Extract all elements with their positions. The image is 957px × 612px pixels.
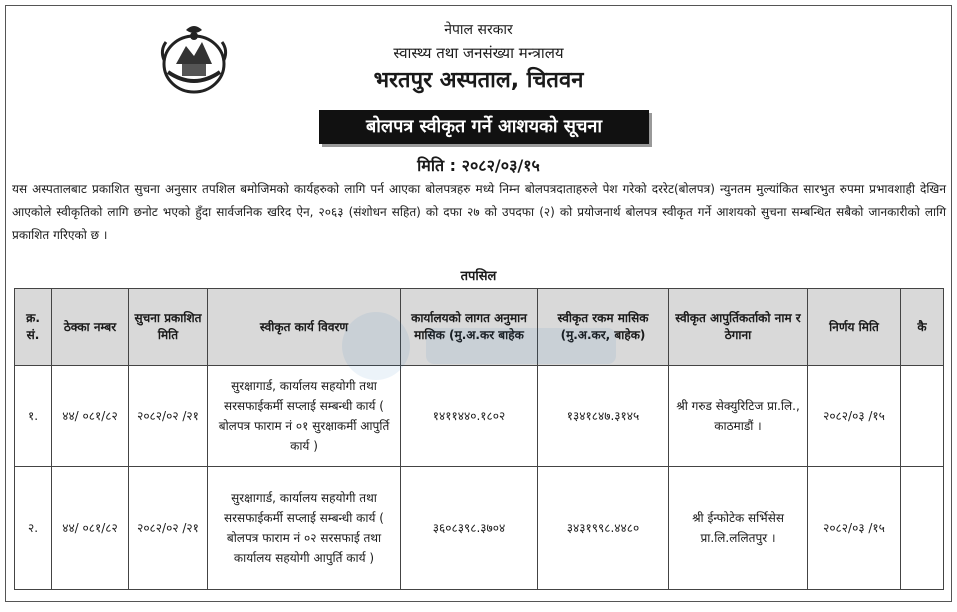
- cell-decision-date: २०८२/०३ /१५: [808, 366, 901, 467]
- cell-sn: २.: [15, 467, 52, 590]
- col-header-sn: क्र. सं.: [15, 289, 52, 366]
- cell-approved-amount: १३४१८४७.३१४५: [538, 366, 669, 467]
- cell-notice-date: २०८२/०२ /२१: [129, 366, 208, 467]
- col-header-description: स्वीकृत कार्य विवरण: [208, 289, 401, 366]
- cell-contract-no: ४४/ ०८१/८२: [52, 366, 129, 467]
- table-heading: तपसिल: [460, 269, 497, 284]
- notice-page: [5, 5, 952, 602]
- cell-description: सुरक्षागार्ड, कार्यालय सहयोगी तथा सरसफाईकर्मी सप्लाई सम्बन्धी कार्य ( बोलपत्र फाराम नं ०१ सुरक्षाकर्मी आपुर्ति कार्य ): [208, 366, 401, 467]
- cell-contract-no: ४४/ ०८१/८२: [52, 467, 129, 590]
- table-row: [15, 467, 944, 590]
- col-header-approved-amount: स्वीकृत रकम मासिक (मु.अ.कर, बाहेक): [538, 289, 669, 366]
- award-table: [14, 288, 944, 590]
- notice-body: यस अस्पतालबाट प्रकाशित सुचना अनुसार तपशिल बमोजिमको कार्यहरुको लागि पर्न आएका बोलपत्रहरु मध्ये निम्न बोलपत्रदाताहरुले पेश गरेको दररेट(बोलपत्र) न्युनतम मुल्यांकित सारभुत रुपमा प्रभावशाही देखिन आएकोले स्वीकृतिको लागि छनोट भएको हुँदा सार्वजनिक खरिद ऐन, २०६३ (संशोधन सहित) को दफा २७ को उपदफा (२) को प्रयोजनार्थ बोलपत्र स्वीकृत गर्ने आशयको सुचना सम्बन्धित सबैको जानकारीको लागि प्रकाशित गरिएको छ ।: [12, 182, 946, 242]
- cell-sn: १.: [15, 366, 52, 467]
- cell-remarks: [901, 467, 944, 590]
- hospital-name: भरतपुर अस्पताल, चितवन: [373, 68, 584, 93]
- col-header-decision-date: निर्णय मिति: [808, 289, 901, 366]
- cell-remarks: [901, 366, 944, 467]
- notice-title: बोलपत्र स्वीकृत गर्ने आशयको सूचना: [319, 110, 649, 144]
- cell-supplier: श्री ईन्फोटेक सर्भिसेस प्रा.लि.ललितपुर ।: [669, 467, 808, 590]
- table-row: [15, 366, 944, 467]
- col-header-remarks: कै: [901, 289, 944, 366]
- notice-date: मिति : २०८२/०३/१५: [417, 156, 540, 175]
- col-header-estimate: कार्यालयको लागत अनुमान मासिक (मु.अ.कर बाहेक: [401, 289, 538, 366]
- cell-approved-amount: ३४३१९९८.४४८०: [538, 467, 669, 590]
- ministry-name: स्वास्थ्य तथा जनसंख्या मन्त्रालय: [393, 44, 564, 62]
- cell-description: सुरक्षागार्ड, कार्यालय सहयोगी तथा सरसफाईकर्मी सप्लाई सम्बन्धी कार्य ( बोलपत्र फाराम नं ०२ सरसफाई तथा कार्यालय सहयोगी आपुर्ति कार्य ): [208, 467, 401, 590]
- col-header-supplier: स्वीकृत आपुर्तिकर्ताको नाम र ठेगाना: [669, 289, 808, 366]
- cell-supplier: श्री गरुड सेक्युरिटिज प्रा.लि., काठमाडौं ।: [669, 366, 808, 467]
- col-header-notice-date: सुचना प्रकाशित मिति: [129, 289, 208, 366]
- col-header-contract-no: ठेक्का नम्बर: [52, 289, 129, 366]
- cell-estimate: १४११४४०.१८०२: [401, 366, 538, 467]
- cell-notice-date: २०८२/०२ /२१: [129, 467, 208, 590]
- table-header-row: [15, 289, 944, 366]
- government-name: नेपाल सरकार: [444, 22, 513, 38]
- cell-estimate: ३६०८३९८.३७०४: [401, 467, 538, 590]
- cell-decision-date: २०८२/०३ /१५: [808, 467, 901, 590]
